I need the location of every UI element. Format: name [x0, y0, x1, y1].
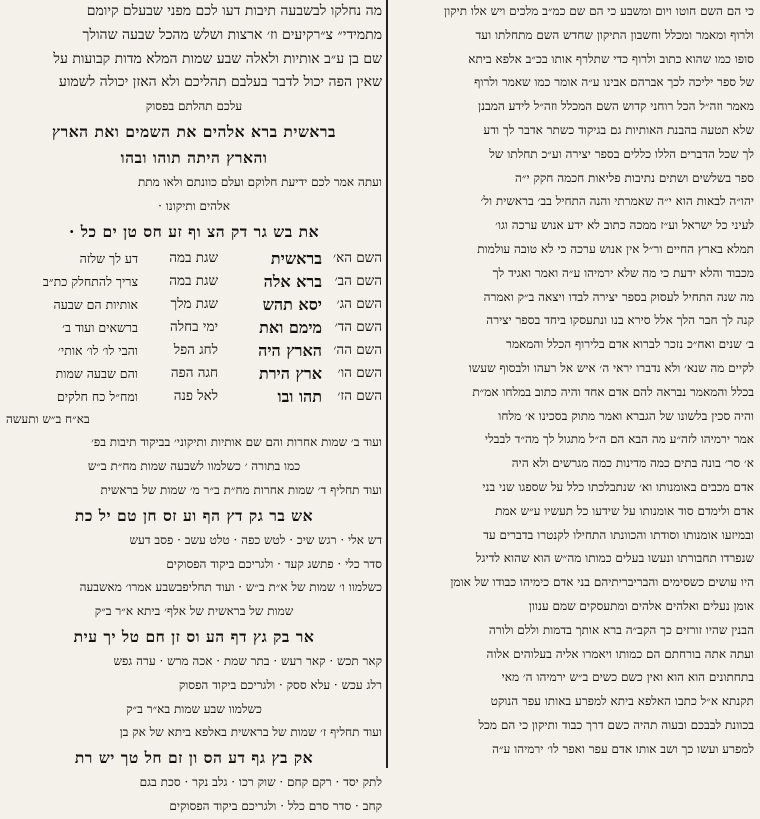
text-line: היו עושים כשסימים והבריבריתיהם בני אדם כימיהו כבודו של אומן [450, 575, 754, 590]
text-line: בכוונת לבבכם ובעוה תהיה כשם דרך כבוד ותיקון כי הם מכל [478, 717, 754, 732]
name-word: מימם ואת [259, 317, 322, 337]
text-line: כשלמוו שבע שמות בא״ר ב״ק [126, 701, 262, 716]
name-row [6, 385, 382, 408]
name-word: ארץ הירת [258, 363, 322, 383]
text-line: שם בן ע״ב אותיות ולאלה שבע שמות המלא מדות קבועות על [53, 50, 382, 67]
name-pair: חגה הפה [170, 364, 218, 381]
text-line: שאין הפה יכול לדבר בעלבם תהליכם ולא האזן יכולה לשמוע [58, 74, 382, 91]
name-word: בראשית [270, 248, 322, 268]
text-line: לתק יסד · רקם קחם · שוק רכו · גלב נקר · סכת בגם [139, 775, 382, 790]
name-word: תהו ובו [277, 386, 322, 406]
name-word: הארץ היה [258, 340, 322, 360]
text-line: הבנין שהיו זורזים כך הקב״ה ברא אותך בדמות וללם ולורה [488, 622, 754, 637]
text-line: לך שכל הדברים הללו כללים בספר יצירה וע״כ תחלתו של [489, 146, 754, 161]
text-line: סדר כלי · פתשג קעד · ולגריכם ביקוד הפסוקים [166, 556, 382, 571]
text-line: כי הם השם חוטו ויום ומשבע כי הם שם כמ״ב מלכים ויש אלו תיקון [444, 4, 754, 18]
name-pair: שגת מלך [170, 295, 218, 312]
name-note: והם שבעה שמות [55, 365, 138, 381]
text-line: יהו״ה לבאות הוא י״ה שאמרתי והנה התחיל בב׳ בראשית ול׳ [480, 194, 754, 209]
name-label: השם הז׳ [337, 387, 382, 404]
text-line: והיה סכין בלשונו של הגברא ואמר מתוק בסכינו א׳ מלחו [498, 408, 754, 423]
left-column [6, 0, 382, 819]
text-line: ועתה אתה בורחתם הם כמותו ויאמרו אליה בעלוהים אלוה [486, 646, 754, 661]
name-label: השם הג׳ [336, 295, 382, 312]
text-line: ב׳ שנים ואח״כ נזכר לברוא אדם בלירוף הכלל והמאמר [506, 337, 754, 352]
right-column [392, 0, 754, 762]
letters-heading: אק בץ גף דע הס ון זם חל טך יש רת [74, 748, 314, 768]
name-word: יסא תהש [262, 294, 322, 314]
letters-heading: את בש גר דק הצ וף זע חס טן ים כל · [68, 221, 320, 241]
text-line: א׳ סר׳ בונה בתים כמה מדינות כמה מגרשים ולא היה [511, 456, 754, 471]
name-note: ברשאים ועוד ב׳ [62, 319, 138, 335]
name-label: השם הד׳ [334, 318, 382, 335]
verse-heading: בראשית ברא אלהים את השמים ואת הארץ [52, 121, 336, 141]
name-note: אותיות הם שבעה [53, 296, 138, 312]
name-row [6, 247, 382, 270]
text-line: אדם ולימדם סוד אומנותו על שידעו כל תעשיו ע״ש אמת [495, 503, 754, 518]
name-row [6, 339, 382, 362]
text-line: שמות של בראשית של אלף׳ ביתא א״ר ב״ק [94, 604, 294, 619]
text-line: בכלל והמאמר נבראה להם אדם אחד והיה כתוב במלחו אמ״ת [472, 384, 754, 399]
name-note: דע לך שלזה [79, 250, 138, 266]
text-line: כשלמוו ו׳ שמות של א״ת ב״ש · ועוד תחליפבשבע אמרו׳ מאשבעה [79, 580, 382, 595]
text-line: שלא תטעה בהבנת האותיות גם בגיקוד כשתר אדבר לך ודע [483, 122, 754, 137]
text-line: לקיים מה שנא׳ ולא נדברו יראי ה׳ איש אל רעהו ולבסוף שעשו [468, 360, 754, 375]
name-row [6, 316, 382, 339]
letters-heading: אש בר גק דץ הף וע זס חן טם יל כת [74, 505, 314, 525]
text-line: לעיני כל ישראל וע״ז ממכה כתוב לא ידע אנוש ערכה וגו׳ [495, 218, 754, 233]
text-line: תקנתא א״ל כתבו האלפא ביתא למפרע באותו עפר הנוקט [490, 694, 754, 709]
text-line: סופו כמו שהוא כתוב ולרוף כדי שתלרף אותו בכ״ב אלפא ביתא [468, 51, 754, 66]
name-label: השם הא׳ [332, 249, 382, 266]
text-line: אלהים ותיקונו · [158, 198, 230, 213]
name-label: השם הה׳ [333, 341, 382, 358]
name-row [6, 362, 382, 385]
text-line: מתמידי״ צ״רקיעים וז׳ ארצות ושלש מהכל שבעה שהולך [82, 26, 382, 43]
text-line: ועוד תחליף ד׳ שמות אחרות מח״ת ב״ר מ׳ שמות של בראשית [100, 482, 382, 497]
text-line: מכבוד והלא ידעת כי מה שלא ירמיהו ע״ה ואמר ואגיד לך [492, 265, 754, 280]
text-line: קחב · סדר סרם כלל · ולגריכם ביקוד הפסוקים [169, 798, 382, 813]
name-pair: שגת במה [169, 272, 218, 289]
text-line: ועוד תחליף ז׳ שמות של בראשית באלפא ביתא של אק בן [119, 725, 382, 740]
text-line: אדם מכבים באומנותו וא׳ שנתבלכתו כלל על שספגו שני בני [482, 479, 754, 494]
text-line: מאמר וזה״ל הכל רוחני קדוש השם המכלל וזה״ל לידע המבנן [478, 99, 754, 114]
text-line: ולרוף ומאמר ומכלל וחשבון התיקון שחדש השם מתחלתו ועד [475, 27, 754, 42]
text-line: כמו בתורה ׳ כשלמוו לשבעה שמות מח״ת ב״ש [87, 459, 301, 474]
text-line: ועוד ב׳ שמות אחרות והם שם אותיות ותיקוני׳ בביקוד תיבות בפ׳ [91, 435, 382, 450]
letters-heading: אר בק גץ דף הע וס זן חם טל יך עית [73, 626, 315, 646]
name-pair: ימי בחלה [170, 318, 218, 335]
name-pair: לאל פנה [173, 387, 218, 404]
text-line: ובמיזעו אומנותו וסודתו והכוונתו התחילו לקנטרו בדברים עד [483, 527, 754, 542]
verse-heading: והארץ היתה תוהו ובהו [120, 147, 268, 167]
name-label: השם הב׳ [334, 272, 382, 289]
name-note: צריך להתחלק כת״ב [42, 273, 138, 289]
text-line: שנפרדו תחבורתו ונעשו בעלים כמותו מה״ש הוא שהוא לדיגל [475, 551, 754, 566]
column-divider [386, 0, 388, 768]
name-word: ברא אלה [263, 271, 322, 291]
name-row [6, 270, 382, 293]
text-line: עלכם תהלתם בפסוק [145, 99, 243, 114]
name-pair: שגת במה [169, 249, 218, 266]
text-line: אמר ירמיהו לזה״ע מה הבא הם ה״ל מתגול לך מה״ד לבבלי [484, 432, 754, 447]
text-line: רלג עכש · עלא ססק · ולגריכם ביקוד הפסוק [178, 677, 382, 692]
name-note: והבי לו׳ לו׳ אותי׳ [58, 342, 138, 358]
text-line: דש אלי · רגש שיכ · לטש כפה · טלט עשב · פסב דעש [129, 532, 382, 547]
text-line: ועתה אמר לכם ידיעת חלוקם ועלם כוונתם ולאו מתת [137, 174, 382, 189]
names-table [6, 247, 382, 432]
text-line: למפרע ועשו כך ושב אותו אדם עפר ואפר לו׳ ירמיהו ע״ה [492, 741, 754, 756]
text-line: תמלא בארץ החיים ור״ל אין אנוש ערכה כי לא טובה עולמות [477, 241, 754, 256]
names-extra: בא״ח ב״ש ותעשה [6, 411, 90, 426]
name-pair: לחג הפל [173, 341, 218, 358]
name-label: השם הו׳ [337, 364, 382, 381]
text-line: קאר תכש · קאר רעש · בתר שמת · אכה מרש · ערה גפש [113, 653, 382, 668]
name-row [6, 293, 382, 316]
text-line: של ספר יליכה לכך אברהם אבינו ע״ה אומר כמו שאמר ולרוף [474, 75, 754, 90]
text-line: מה נחלקו לבשבעה תיבות דעו לכם מפני שבעלם קיומם [86, 3, 382, 19]
name-note: ומח״ל כח חלקים [56, 388, 138, 404]
text-line: מה שנה התחיל לעסוק בספר יצירה לבדו ויצאה ב״ק ואמרה [483, 289, 754, 304]
text-line: אומן נעלים ואלהים אלהים ומתעסקים שמם ענוון [528, 598, 754, 613]
text-line: קנה לך חבר הלך אלל סירא בנו ונתעסקו ביחד בספר יצירה [486, 313, 754, 328]
text-line: בתחתונים הוא הוא ואין כשם כשים ב״ש ירמיהו ה׳ מאי [501, 670, 754, 685]
text-line: ספר בשלשים ושתים נתיבות פליאות חכמה חקק י״ה [515, 170, 754, 185]
